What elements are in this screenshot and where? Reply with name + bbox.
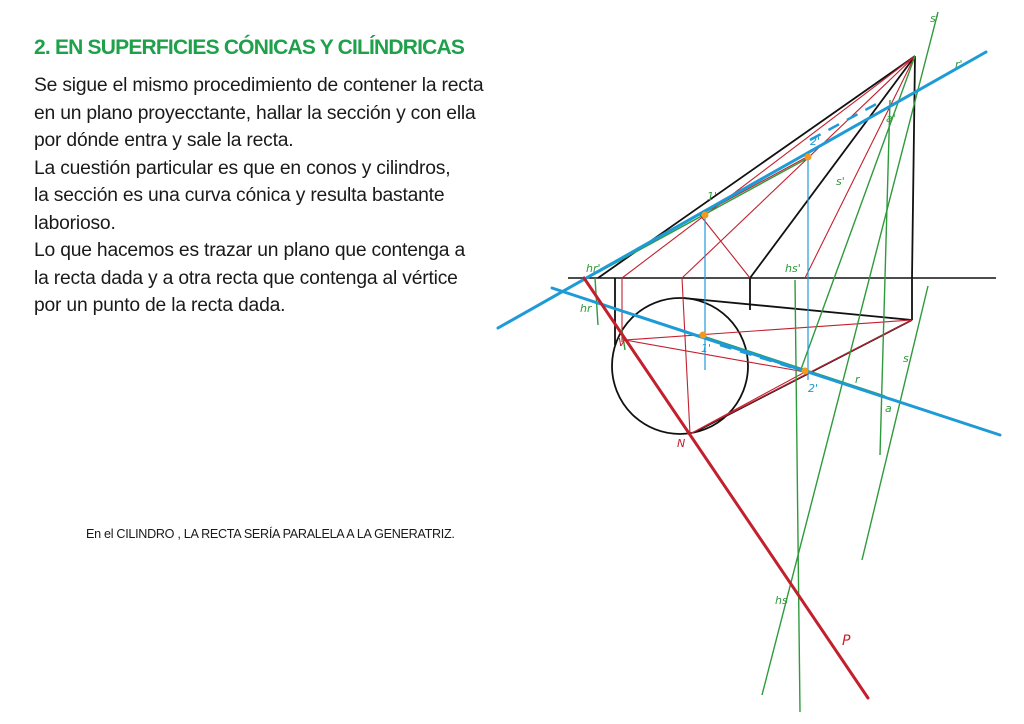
- paragraph-line: la sección es una curva cónica y resulta bastante: [34, 185, 445, 206]
- line-p: [584, 278, 868, 698]
- label-2-prime: 2': [810, 135, 821, 148]
- paragraph-line: laborioso.: [34, 212, 116, 234]
- label-s: s: [903, 352, 909, 365]
- paragraph-line: la recta dada y a otra recta que contenga al vértice: [34, 267, 458, 289]
- label-1-plan: 1': [701, 342, 712, 355]
- given-line: [498, 52, 1000, 435]
- label-2-plan: 2': [808, 382, 819, 395]
- label-r: r: [855, 373, 860, 386]
- paragraph-line: La cuestión particular es que en conos y cilindros,: [34, 157, 451, 179]
- label-n: N: [677, 437, 686, 450]
- label-r-prime: r': [955, 58, 963, 71]
- label-1-prime: 1': [707, 190, 718, 203]
- label-p: P: [842, 633, 851, 649]
- paragraph-line: por dónde entra y sale la recta.: [34, 130, 294, 151]
- paragraph-line: Se sigue el mismo procedimiento de contener la recta: [34, 75, 484, 96]
- cylinder-note: En el CILINDRO , LA RECTA SERÍA PARALELA A LA GENERATRIZ.: [86, 527, 455, 541]
- label-hr-prime: hr': [586, 262, 601, 275]
- paragraph-line: por un punto de la recta dada.: [34, 295, 286, 316]
- label-v: V: [618, 336, 626, 349]
- label-hs: hs: [775, 594, 788, 607]
- label-a-prime: a': [886, 112, 896, 125]
- page-title: 2. EN SUPERFICIES CÓNICAS Y CILÍNDRICAS: [34, 36, 465, 59]
- paragraph-line: Lo que hacemos es trazar un plano que contenga a: [34, 240, 465, 261]
- label-hr: hr: [580, 302, 592, 315]
- label-s-prime: s': [930, 12, 939, 25]
- label-s-prime-mid: s': [836, 175, 845, 188]
- label-hs-prime: hs': [785, 262, 801, 275]
- paragraph-line: en un plano proyecctante, hallar la sección y con ella: [34, 102, 476, 124]
- label-a: a: [885, 402, 892, 415]
- section-lines: [622, 56, 915, 434]
